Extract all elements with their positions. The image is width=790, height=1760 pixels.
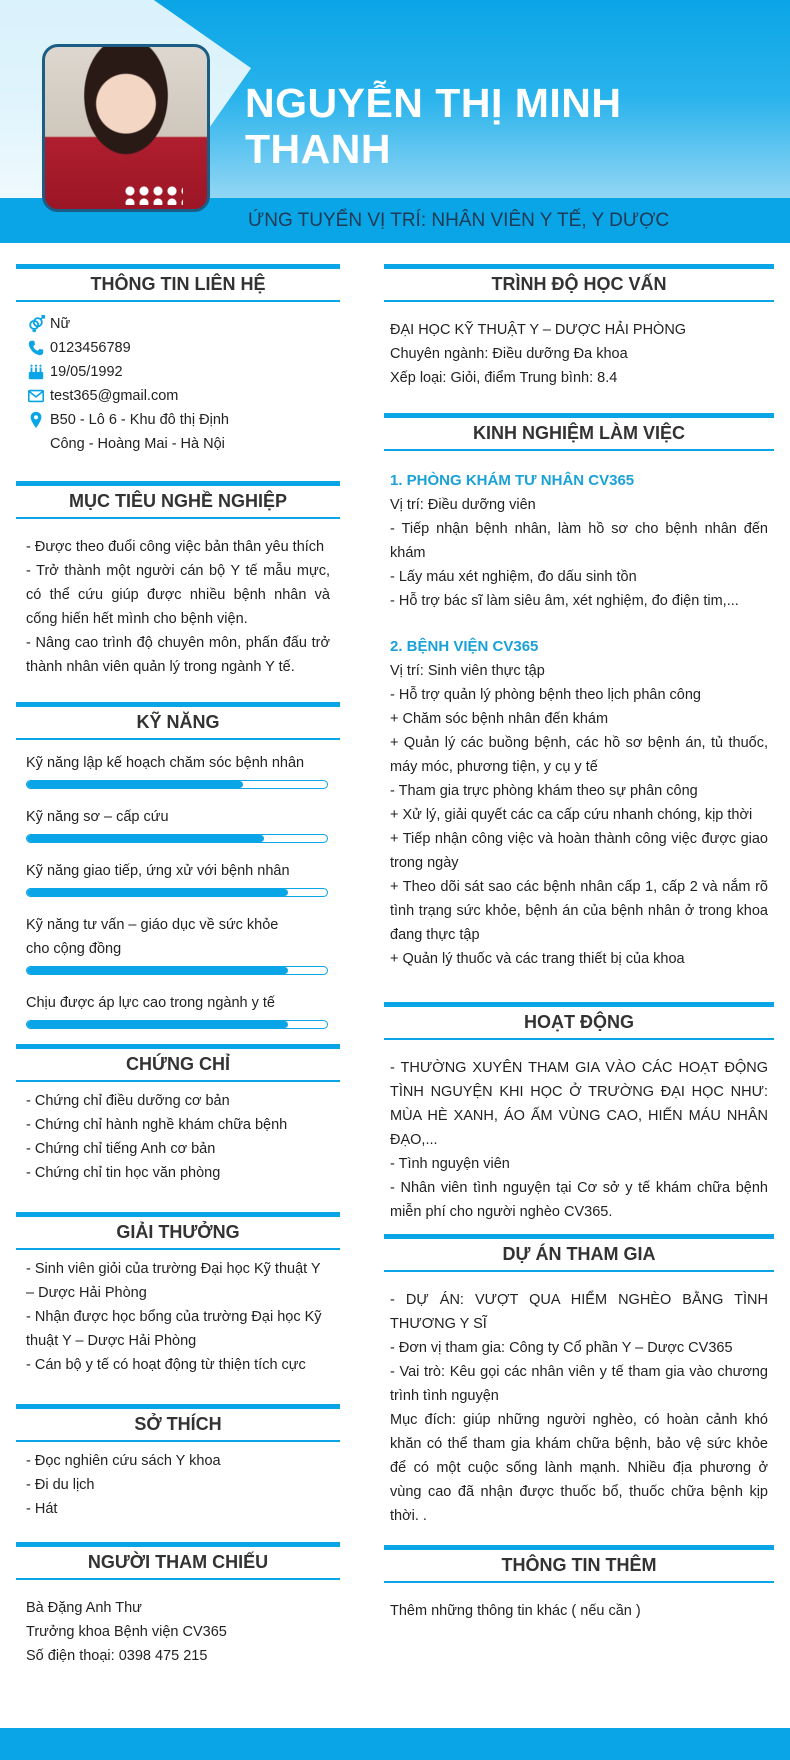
award-item: - Cán bộ y tế có hoạt động từ thiện tích cực: [26, 1357, 306, 1373]
project-item: - Vai trò: Kêu gọi các nhân viên y tế tham gia vào chương trình tình nguyện: [390, 1364, 768, 1404]
certificate-item: - Chứng chỉ tin học văn phòng: [26, 1165, 221, 1181]
certificate-item: - Chứng chỉ điều dưỡng cơ bản: [26, 1093, 230, 1109]
reference-name: Bà Đặng Anh Thư: [26, 1600, 142, 1616]
hobby-item: - Hát: [26, 1501, 58, 1517]
phone-text: 0123456789: [50, 340, 131, 356]
gender-text: Nữ: [50, 316, 71, 332]
project-purpose: Mục đích: giúp những người nghèo, có hoàn cảnh khó khăn có thể tham gia khám chữa bệnh, bảo vệ sức khỏe để có một cuộc sống lành mạnh. Nhiều địa phương ở vùng cao đã nhận được thuốc bổ, thuốc chữa bệnh kịp thời. .: [390, 1412, 768, 1524]
experience-section: [384, 413, 774, 1002]
skill-label: Chịu được áp lực cao trong ngành y tế: [26, 995, 275, 1011]
skills-title: KỸ NĂNG: [16, 702, 340, 740]
header: [0, 0, 790, 243]
skill-bar: [26, 780, 328, 789]
activity-item: - Nhân viên tình nguyện tại Cơ sở y tế khám chữa bệnh miễn phí cho người nghèo CV365.: [390, 1180, 768, 1220]
skill-bar: [26, 1020, 328, 1029]
activity-item: - THƯỜNG XUYÊN THAM GIA VÀO CÁC HOẠT ĐỘNG TÌNH NGUYỆN KHI HỌC Ở TRƯỜNG ĐẠI HỌC NHƯ: MÙA HÈ XANH, ÁO ẤM VÙNG CAO, HIẾN MÁU NHÂN ĐẠO,...: [390, 1060, 768, 1148]
award-item: - Nhận được học bổng của trường Đại học Kỹ thuật Y – Dược Hải Phòng: [26, 1309, 322, 1349]
skill-bar: [26, 966, 328, 975]
activity-item: - Tình nguyện viên: [390, 1156, 510, 1172]
contact-phone: [22, 336, 336, 360]
job-line: + Theo dõi sát sao các bệnh nhân cấp 1, cấp 2 và nắm rõ tình trạng sức khỏe, bệnh án của bệnh nhân ở trong khoa đang thực tập: [390, 879, 768, 943]
objective-line: - Trở thành một người cán bộ Y tế mẫu mực, có thể cứu giúp được nhiều bệnh nhân và cống hiến hết mình cho bệnh viện.: [26, 563, 330, 627]
candidate-name: [245, 80, 745, 172]
certificate-item: - Chứng chỉ tiếng Anh cơ bản: [26, 1141, 216, 1157]
job-line: Vị trí: Sinh viên thực tập: [390, 663, 545, 679]
projects-title: DỰ ÁN THAM GIA: [384, 1234, 774, 1272]
awards-title: GIẢI THƯỞNG: [16, 1212, 340, 1250]
name-line-2: THANH: [245, 126, 391, 172]
hobby-item: - Đọc nghiên cứu sách Y khoa: [26, 1453, 221, 1469]
skill-bar-fill: [27, 781, 243, 788]
projects-section: [384, 1234, 774, 1545]
activities-section: [384, 1002, 774, 1234]
skill-label: Kỹ năng sơ – cấp cứu: [26, 809, 169, 825]
reference-role: Trưởng khoa Bệnh viện CV365: [26, 1624, 227, 1640]
right-column: [384, 264, 774, 1623]
profile-photo: [42, 44, 210, 212]
job-line: Vị trí: Điều dưỡng viên: [390, 497, 536, 513]
address-line-2: Công - Hoàng Mai - Hà Nội: [50, 436, 225, 452]
applied-position: ỨNG TUYỂN VỊ TRÍ: NHÂN VIÊN Y TẾ, Y DƯỢC: [248, 210, 670, 231]
contact-email: [22, 384, 336, 408]
reference-section: [16, 1542, 340, 1668]
objective-section: [16, 481, 340, 702]
skill-bar: [26, 888, 328, 897]
cake-icon: [22, 360, 50, 384]
award-item: - Sinh viên giỏi của trường Đại học Kỹ thuật Y – Dược Hải Phòng: [26, 1261, 321, 1301]
job-line: - Tham gia trực phòng khám theo sự phân công: [390, 783, 698, 799]
skill-item: [26, 859, 330, 897]
hobby-item: - Đi du lịch: [26, 1477, 95, 1493]
contact-address: [22, 408, 336, 456]
education-section: [384, 264, 774, 413]
extra-text: Thêm những thông tin khác ( nếu cần ): [390, 1603, 641, 1619]
education-school: ĐẠI HỌC KỸ THUẬT Y – DƯỢC HẢI PHÒNG: [390, 322, 687, 338]
birthday-text: 19/05/1992: [50, 364, 123, 380]
reference-title: NGƯỜI THAM CHIẾU: [16, 1542, 340, 1580]
skill-label: Kỹ năng lập kế hoạch chăm sóc bệnh nhân: [26, 755, 305, 771]
education-major: Chuyên ngành: Điều dưỡng Đa khoa: [390, 346, 628, 362]
skills-section: [16, 702, 340, 1044]
skill-item: [26, 751, 330, 789]
extra-title: THÔNG TIN THÊM: [384, 1545, 774, 1583]
job-line: - Hỗ trợ bác sĩ làm siêu âm, xét nghiệm, đo điện tim,...: [390, 593, 739, 609]
job-line: + Tiếp nhận công việc và hoàn thành công việc được giao trong ngày: [390, 831, 768, 871]
job-line: + Xử lý, giải quyết các ca cấp cứu nhanh chóng, kịp thời: [390, 807, 753, 823]
skill-bar-fill: [27, 1021, 288, 1028]
mail-icon: [22, 384, 50, 408]
job-line: - Tiếp nhận bệnh nhân, làm hồ sơ cho bệnh nhân đến khám: [390, 521, 768, 561]
objective-title: MỤC TIÊU NGHỀ NGHIỆP: [16, 481, 340, 519]
certificate-item: - Chứng chỉ hành nghề khám chữa bệnh: [26, 1117, 288, 1133]
hobbies-title: SỞ THÍCH: [16, 1404, 340, 1442]
name-line-1: NGUYỄN THỊ MINH: [245, 80, 622, 126]
skill-label: Kỹ năng giao tiếp, ứng xử với bệnh nhân: [26, 863, 290, 879]
job-line: + Chăm sóc bệnh nhân đến khám: [390, 711, 609, 727]
email-text: test365@gmail.com: [50, 388, 179, 404]
education-grade: Xếp loại: Giỏi, điểm Trung bình: 8.4: [390, 370, 618, 386]
skill-bar: [26, 834, 328, 843]
photo-flowers: [123, 185, 183, 205]
job-title: 2. BỆNH VIỆN CV365: [390, 638, 539, 655]
location-pin-icon: [22, 408, 50, 432]
objective-line: - Nâng cao trình độ chuyên môn, phấn đấu trở thành nhân viên quản lý trong ngành Y tế.: [26, 635, 330, 675]
extra-section: [384, 1545, 774, 1623]
job-line: + Quản lý thuốc và các trang thiết bị của khoa: [390, 951, 685, 967]
job-title: 1. PHÒNG KHÁM TƯ NHÂN CV365: [390, 472, 635, 489]
skill-bar-fill: [27, 835, 264, 842]
activities-title: HOẠT ĐỘNG: [384, 1002, 774, 1040]
skill-item: [26, 805, 330, 843]
skill-label-cont: cho cộng đồng: [26, 941, 122, 957]
gender-icon: [22, 312, 50, 336]
skill-item: [26, 913, 330, 975]
contact-birthday: [22, 360, 336, 384]
left-column: [16, 264, 340, 1668]
skill-item: [26, 991, 330, 1029]
contact-section: [16, 264, 340, 481]
awards-section: [16, 1212, 340, 1404]
job-line: - Lấy máu xét nghiệm, đo dấu sinh tồn: [390, 569, 637, 585]
certificates-section: [16, 1044, 340, 1212]
certificates-title: CHỨNG CHỈ: [16, 1044, 340, 1082]
address-line-1: B50 - Lô 6 - Khu đô thị Định: [50, 412, 229, 428]
hobbies-section: [16, 1404, 340, 1542]
skill-bar-fill: [27, 889, 288, 896]
job-line: - Hỗ trợ quản lý phòng bệnh theo lịch phân công: [390, 687, 701, 703]
skill-bar-fill: [27, 967, 288, 974]
education-title: TRÌNH ĐỘ HỌC VẤN: [384, 264, 774, 302]
contact-title: THÔNG TIN LIÊN HỆ: [16, 264, 340, 302]
experience-title: KINH NGHIỆM LÀM VIỆC: [384, 413, 774, 451]
project-item: - DỰ ÁN: VƯỢT QUA HIỂM NGHÈO BẰNG TÌNH THƯƠNG Y SĨ: [390, 1292, 768, 1332]
contact-gender: [22, 312, 336, 336]
skill-label: Kỹ năng tư vấn – giáo dục về sức khỏe: [26, 917, 279, 933]
objective-line: - Được theo đuổi công việc bản thân yêu thích: [26, 539, 325, 555]
footer-bar: [0, 1728, 790, 1760]
job-line: + Quản lý các buồng bệnh, các hồ sơ bệnh án, tủ thuốc, máy móc, phương tiện, y cụ y tế: [390, 735, 768, 775]
phone-icon: [22, 336, 50, 360]
project-item: - Đơn vị tham gia: Công ty Cổ phần Y – Dược CV365: [390, 1340, 733, 1356]
reference-phone: Số điện thoại: 0398 475 215: [26, 1648, 208, 1664]
